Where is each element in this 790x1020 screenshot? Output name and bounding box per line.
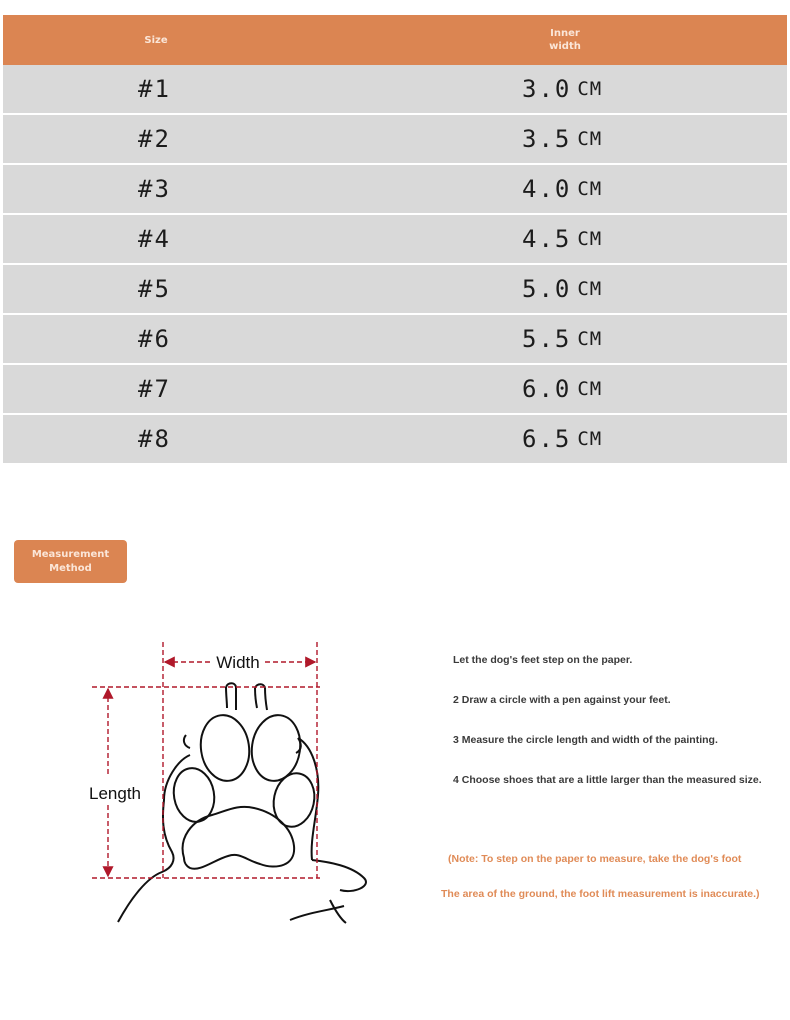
size-cell: #1: [138, 75, 171, 103]
size-cell: #7: [138, 375, 171, 403]
table-row: [3, 165, 787, 213]
instruction-1: Let the dog's feet step on the paper.: [453, 654, 633, 666]
size-cell: #3: [138, 175, 171, 203]
instruction-2: 2 Draw a circle with a pen against your feet.: [453, 694, 671, 706]
width-cell: 3.5 CM: [522, 125, 603, 153]
width-cell: 6.5 CM: [522, 425, 603, 453]
size-cell: #6: [138, 325, 171, 353]
width-label: Width: [216, 653, 260, 672]
instruction-3: 3 Measure the circle length and width of the painting.: [453, 734, 718, 746]
table-row: [3, 315, 787, 363]
table-row: [3, 415, 787, 463]
width-cell: 6.0 CM: [522, 375, 603, 403]
table-row: [3, 215, 787, 263]
width-cell: 4.5 CM: [522, 225, 603, 253]
paw-icon: [118, 683, 366, 923]
paw-measurement-diagram: [80, 620, 380, 930]
width-cell: 3.0 CM: [522, 75, 603, 103]
table-row: [3, 265, 787, 313]
size-cell: #2: [138, 125, 171, 153]
instruction-4: 4 Choose shoes that are a little larger than the measured size.: [453, 774, 762, 786]
note-line-2: The area of the ground, the foot lift measurement is inaccurate.): [441, 888, 760, 900]
length-label: Length: [89, 784, 141, 803]
size-cell: #8: [138, 425, 171, 453]
table-row: [3, 115, 787, 163]
header-size: Size: [144, 34, 168, 46]
measurement-method-badge: Measurement Method: [14, 540, 127, 583]
table-row: [3, 365, 787, 413]
header-inner-width: Inner width: [549, 28, 581, 52]
width-cell: 5.0 CM: [522, 275, 603, 303]
width-cell: 5.5 CM: [522, 325, 603, 353]
size-cell: #5: [138, 275, 171, 303]
note-line-1: (Note: To step on the paper to measure, take the dog's foot: [448, 853, 742, 865]
size-cell: #4: [138, 225, 171, 253]
width-cell: 4.0 CM: [522, 175, 603, 203]
size-table: [3, 15, 787, 463]
table-row: [3, 65, 787, 113]
table-header: [3, 15, 787, 65]
